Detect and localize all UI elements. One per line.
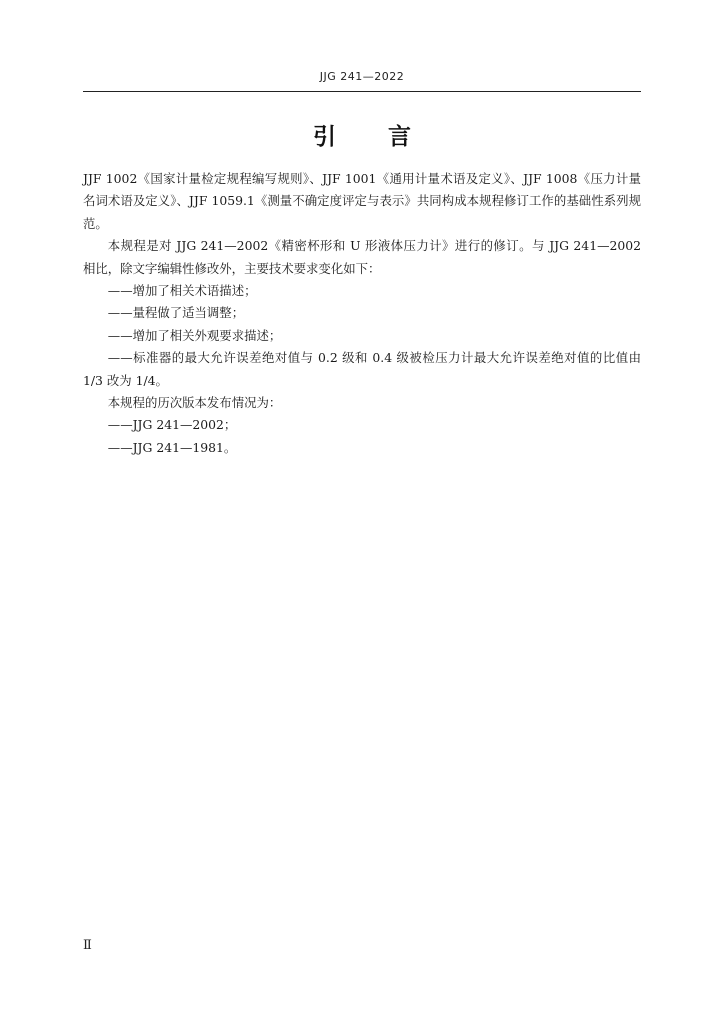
paragraph-version-history: 本规程的历次版本发布情况为：	[107, 395, 282, 411]
section-title	[0, 118, 724, 151]
change-item: ——增加了相关外观要求描述；	[107, 327, 282, 343]
title-char-2: 言	[388, 124, 411, 150]
change-item: ——量程做了适当调整；	[107, 305, 245, 321]
history-item: ——JJG 241—2002；	[107, 417, 237, 433]
change-item: ——标准器的最大允许误差绝对值与 0.2 级和 0.4 级被检压力计最大允许误差绝对值的比值由 1/3 改为 1/4。	[83, 350, 641, 388]
body-text	[83, 168, 641, 459]
paragraph-revision-intro: 本规程是对 JJG 241—2002《精密杯形和 U 形液体压力计》进行的修订。与 JJG 241—2002 相比，除文字编辑性修改外，主要技术要求变化如下：	[83, 238, 641, 276]
title-char-1: 引	[313, 124, 336, 150]
running-header: JJG 241—2022	[319, 70, 405, 83]
page-number: Ⅱ	[83, 938, 92, 953]
header-rule	[83, 91, 641, 92]
change-item: ——增加了相关术语描述；	[107, 283, 257, 299]
paragraph-references: JJF 1002《国家计量检定规程编写规则》、JJF 1001《通用计量术语及定义》、JJF 1008《压力计量名词术语及定义》、JJF 1059.1《测量不确定度评定与表示》共同构成本规程修订工作的基础性系列规范。	[83, 171, 641, 231]
history-item: ——JJG 241—1981。	[107, 439, 237, 455]
